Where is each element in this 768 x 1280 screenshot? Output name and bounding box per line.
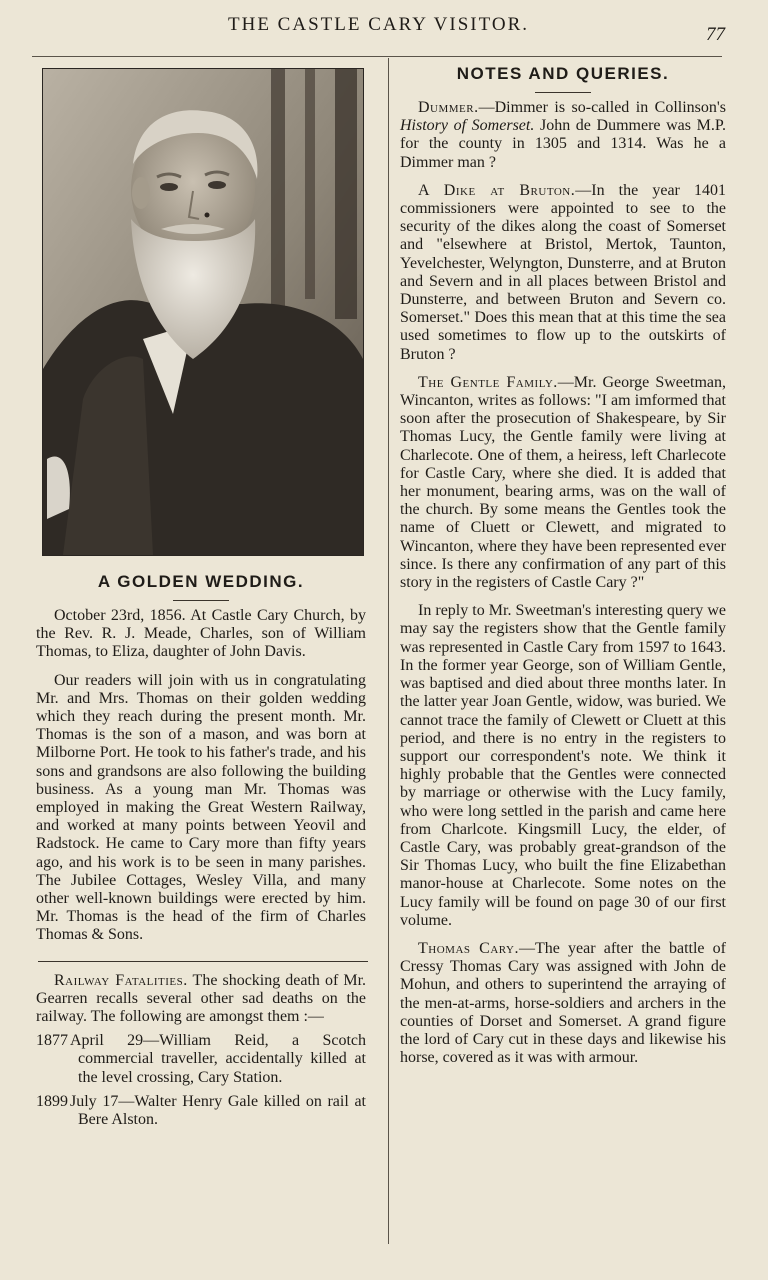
note-dike [400, 182, 726, 364]
note-thomas-cary [400, 940, 726, 1067]
note-text: John de Dummere was M.P. for the county in 1305 and 1314. Was he a Dimmer man ? [400, 117, 726, 171]
section-rule [38, 961, 368, 962]
note-title: A Dike at Bruton. [418, 181, 576, 199]
paragraph-gap [400, 364, 726, 374]
wedding-article: Our readers will join with us in congratulating Mr. and Mrs. Thomas on their golden wedding which they reach during the present month. Mr. Thomas is the son of a mason, and was born at Milborne Port. He took to his father's trade, and his sons and grandsons are also following the building business. As a young man Mr. Thomas was employed in making the Great Western Railway, and worked at many points between Yeovil and Radstock. He came to Cary more than fifty years ago, and his work is to be seen in many parishes. The Jubilee Cottages, Wesley Villa, and many other well-known buildings were erected by him. Mr. Thomas is the head of the firm of Charles Thomas & Sons. [36, 671, 366, 944]
golden-wedding-heading: A GOLDEN WEDDING. [97, 572, 305, 591]
note-text: —In the year 1401 commissioners were appointed to see to the security of the dikes along the coast of Somerset and "elsewhere at Bristol, Mertok, Taunton, Yevelchester, Welyngton, Dunsterre, and at Bruton and Severn and in all places between Bristol and Dunsterre, and between Bruton and Severn co. Somerset." Does this mean that at this time the sea used sometimes to flow up to the outskirts of Bruton ? [400, 181, 727, 363]
notes-heading: NOTES AND QUERIES. [456, 64, 670, 83]
railway-intro: The shocking death of Mr. Gearren recalls several other sad deaths on the railway. The following are amongst them :— [36, 971, 367, 1026]
note-dummer [400, 99, 726, 172]
note-text: —Dimmer is so-called in Collinson's [478, 99, 726, 116]
note-title: Thomas Cary. [418, 939, 519, 957]
column-divider [388, 58, 389, 1244]
right-column [400, 64, 726, 1067]
paragraph-gap [400, 172, 726, 182]
note-title: The Gentle Family. [418, 373, 558, 391]
note-text: —The year after the battle of Cressy Thomas Cary was assigned with John de Mohun, and others to superintend the arraying of the men-at-arms, horse-soldiers and archers in the counties of Dorset and Somerset. A grand figure the lord of Cary cut in these days and likewise his horse, covered as it was with armour. [400, 939, 727, 1067]
heading-rule [173, 600, 229, 601]
fatality-entry [36, 1093, 366, 1129]
wedding-record: October 23rd, 1856. At Castle Cary Church, by the Rev. R. J. Meade, Charles, son of William Thomas, to Eliza, daughter of John Davis. [36, 607, 366, 661]
railway-title: Railway Fatalities. [54, 971, 188, 989]
fatality-year: 1877 [36, 1032, 68, 1050]
page-header [0, 0, 768, 56]
header-rule [32, 56, 722, 57]
fatality-text: July 17—Walter Henry Gale killed on rail at Bere Alston. [70, 1092, 366, 1129]
railway-intro-paragraph [36, 972, 366, 1027]
portrait-photo [42, 68, 364, 556]
publication-title: THE CASTLE CARY VISITOR. [228, 14, 530, 35]
fatality-entry [36, 1032, 366, 1087]
note-gentle-family [400, 374, 726, 592]
heading-rule [535, 92, 591, 93]
note-reply: In reply to Mr. Sweetman's interesting query we may say the registers show that the Gentle family was represented in Castle Cary from 1597 to 1643. In the former year George, son of William Gentle, was baptised and died about three months later. In the latter year Joan Gentle, widow, was buried. We cannot trace the family of Clewett or Cluett at this period, and there is no entry in the registers to support our correspondent's note. We think it highly probable that the Gentles were connected by marriage or otherwise with the Lucy family, who were long settled in the parish and came here from Charlcote. Kingsmill Lucy, the elder, of Castle Cary, was probably great-grandson of the Sir Thomas Lucy, who built the fine Elizabethan manor-house at Charlecote. Some notes on the Lucy family will be found on page 30 of our first volume. [400, 602, 726, 929]
note-title: Dummer. [418, 99, 479, 116]
paragraph-gap [36, 662, 366, 672]
page-number: 77 [706, 24, 725, 45]
note-italic: History of Somerset. [400, 117, 535, 135]
fatality-year: 1899 [36, 1092, 68, 1110]
portrait-illustration [43, 69, 363, 555]
paragraph-gap [400, 930, 726, 940]
paragraph-gap [400, 592, 726, 602]
fatality-text: April 29—William Reid, a Scotch commercial traveller, accidentally killed at the level crossing, Cary Station. [70, 1032, 366, 1086]
note-text: —Mr. George Sweetman, Wincanton, writes as follows: "I am imformed that soon after the prosecution of Shakespeare, by Sir Thomas Lucy, the Gentle family were living at Charlecote. One of them, a heiress, left Charlecote for Castle Cary, where she died. It is added that her monument, bearing arms, was on the wall of the church. By some means the Gentles took the name of Cluett or Clewett, and migrated to Wincanton, where they have been represented ever since. Is there any confirmation of any part of this story in the registers of Castle Cary ?" [400, 373, 726, 592]
left-column [36, 68, 366, 1129]
